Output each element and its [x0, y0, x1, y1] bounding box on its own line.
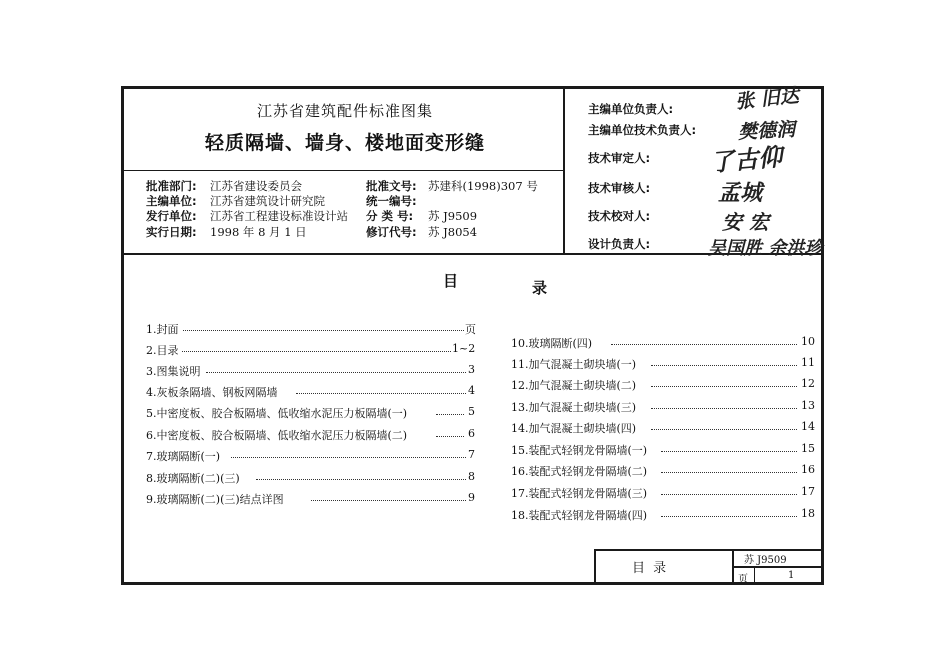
toc-item[interactable] [146, 363, 479, 377]
toc-item-title: 16.装配式轻钢龙骨隔墙(二) [511, 463, 650, 479]
toc-item[interactable] [511, 377, 816, 391]
atlas-subtitle: 江苏省建筑配件标准图集 [256, 102, 433, 120]
toc-item[interactable] [146, 342, 479, 356]
toc-item[interactable] [146, 448, 479, 462]
toc-item-title: 18.装配式轻钢龙骨隔墙(四) [511, 507, 650, 523]
footer-label: 目 录 [632, 561, 669, 576]
toc-item-page: 16 [801, 463, 815, 476]
toc-leader [206, 362, 466, 373]
meta-label: 批准文号: [366, 179, 417, 193]
signature-chief-editor: 张 旧达 [734, 84, 800, 114]
title-meta-divider [121, 170, 564, 171]
toc-item[interactable] [511, 335, 816, 349]
toc-item[interactable] [146, 321, 479, 335]
toc-item-page: 1~2 [452, 342, 476, 355]
toc-leader [611, 334, 797, 345]
toc-item-page: 6 [468, 427, 475, 440]
toc-item-page: 13 [801, 399, 815, 412]
signature-reviewer: 孟城 [718, 180, 763, 206]
signature-checker: 安 宏 [722, 210, 769, 234]
toc-item-page: 17 [801, 485, 815, 498]
toc-item-page: 7 [468, 448, 475, 461]
footer-divider-h [732, 566, 824, 568]
toc-item[interactable] [146, 427, 479, 441]
toc-leader [661, 462, 797, 473]
meta-value: 苏 J8054 [428, 225, 478, 239]
meta-row [146, 193, 325, 209]
toc-item-title: 11.加气混凝土砌块墙(一) [511, 356, 639, 372]
toc-leader [661, 441, 797, 452]
meta-value: 苏 J9509 [428, 209, 478, 223]
toc-item-title: 1.封面 [146, 321, 182, 337]
responsibility-label: 技术审定人: [588, 151, 651, 165]
toc-leader [231, 447, 466, 458]
toc-item[interactable] [146, 384, 479, 398]
meta-value: 1998 年 8 月 1 日 [210, 225, 307, 239]
toc-item[interactable] [511, 356, 816, 370]
meta-row [366, 178, 538, 194]
meta-row [366, 224, 477, 240]
meta-row [146, 208, 348, 224]
toc-item[interactable] [146, 470, 479, 484]
toc-leader [661, 506, 797, 517]
toc-heading-part1: 目 [443, 272, 459, 290]
toc-item-title: 12.加气混凝土砌块墙(二) [511, 377, 639, 393]
toc-leader [311, 490, 466, 501]
footer-page-label: 页 [738, 574, 748, 585]
meta-label: 实行日期: [146, 225, 197, 239]
responsibility-label: 设计负责人: [588, 237, 651, 251]
signature-approver: 了古仰 [709, 141, 784, 178]
toc-item-page: 15 [801, 442, 815, 455]
atlas-title: 轻质隔墙、墙身、楼地面变形缝 [204, 132, 485, 154]
toc-item-page: 9 [468, 491, 475, 504]
toc-item[interactable] [511, 507, 816, 521]
toc-item-page: 11 [801, 356, 815, 369]
toc-item-title: 7.玻璃隔断(一) [146, 448, 223, 464]
toc-item-page: 12 [801, 377, 815, 390]
toc-item[interactable] [511, 463, 816, 477]
meta-label: 分 类 号: [366, 209, 414, 223]
meta-label: 统一编号: [366, 194, 417, 208]
footer-page-number: 1 [788, 570, 795, 581]
toc-leader [651, 419, 797, 430]
toc-item-title: 4.灰板条隔墙、钢板网隔墙 [146, 384, 281, 400]
toc-leader [651, 376, 797, 387]
toc-item-title: 8.玻璃隔断(二)(三) [146, 470, 243, 486]
toc-leader [256, 469, 466, 480]
toc-item-page: 8 [468, 470, 475, 483]
toc-item-page: 4 [468, 384, 475, 397]
meta-label: 发行单位: [146, 209, 197, 223]
toc-item[interactable] [146, 491, 479, 505]
toc-leader [661, 484, 797, 495]
toc-leader [651, 355, 797, 366]
toc-leader [436, 404, 464, 415]
toc-item-page: 3 [468, 363, 475, 376]
meta-label: 主编单位: [146, 194, 197, 208]
responsibility-label: 主编单位技术负责人: [588, 123, 697, 137]
toc-item-title: 9.玻璃隔断(二)(三)结点详图 [146, 491, 287, 507]
meta-row [366, 208, 477, 224]
responsibility-label: 技术审核人: [588, 181, 651, 195]
toc-item-page: 5 [468, 405, 475, 418]
toc-item-page: 页 [465, 323, 476, 336]
toc-item-title: 2.目录 [146, 342, 182, 358]
meta-value: 江苏省工程建设标准设计站 [210, 209, 348, 223]
toc-item[interactable] [511, 485, 816, 499]
toc-item-title: 6.中密度板、胶合板隔墙、低收缩水泥压力板隔墙(二) [146, 427, 410, 443]
toc-item-title: 17.装配式轻钢龙骨隔墙(三) [511, 485, 650, 501]
meta-row [146, 224, 307, 240]
meta-value: 江苏省建设委员会 [210, 179, 302, 193]
toc-item[interactable] [511, 399, 816, 413]
responsibility-label: 主编单位负责人: [588, 102, 674, 116]
toc-item-page: 14 [801, 420, 815, 433]
toc-item-title: 3.图集说明 [146, 363, 204, 379]
meta-value: 江苏省建筑设计研究院 [210, 194, 325, 208]
meta-row [146, 178, 302, 194]
signature-technical-head: 樊德润 [737, 118, 796, 144]
responsibility-label: 技术校对人: [588, 209, 651, 223]
toc-item[interactable] [511, 420, 816, 434]
toc-item-title: 5.中密度板、胶合板隔墙、低收缩水泥压力板隔墙(一) [146, 405, 410, 421]
toc-item-page: 10 [801, 335, 815, 348]
toc-item-page: 18 [801, 507, 815, 520]
toc-leader [436, 426, 464, 437]
toc-heading-part2: 录 [532, 279, 548, 297]
toc-leader [181, 320, 464, 331]
toc-item-title: 10.玻璃隔断(四) [511, 335, 595, 351]
footer-code: 苏 J9509 [744, 555, 787, 566]
toc-leader [181, 341, 451, 352]
signature-designer: 吴国胜 余洪珍 [708, 238, 823, 259]
meta-label: 批准部门: [146, 179, 197, 193]
meta-value: 苏建科(1998)307 号 [428, 179, 538, 193]
meta-row [366, 193, 428, 209]
toc-item-title: 15.装配式轻钢龙骨隔墙(一) [511, 442, 650, 458]
toc-leader [651, 398, 797, 409]
toc-item[interactable] [511, 442, 816, 456]
meta-label: 修订代号: [366, 225, 417, 239]
toc-item-title: 14.加气混凝土砌块墙(四) [511, 420, 639, 436]
footer-page-divider [754, 566, 755, 585]
toc-item[interactable] [146, 405, 479, 419]
toc-leader [296, 383, 466, 394]
toc-item-title: 13.加气混凝土砌块墙(三) [511, 399, 639, 415]
